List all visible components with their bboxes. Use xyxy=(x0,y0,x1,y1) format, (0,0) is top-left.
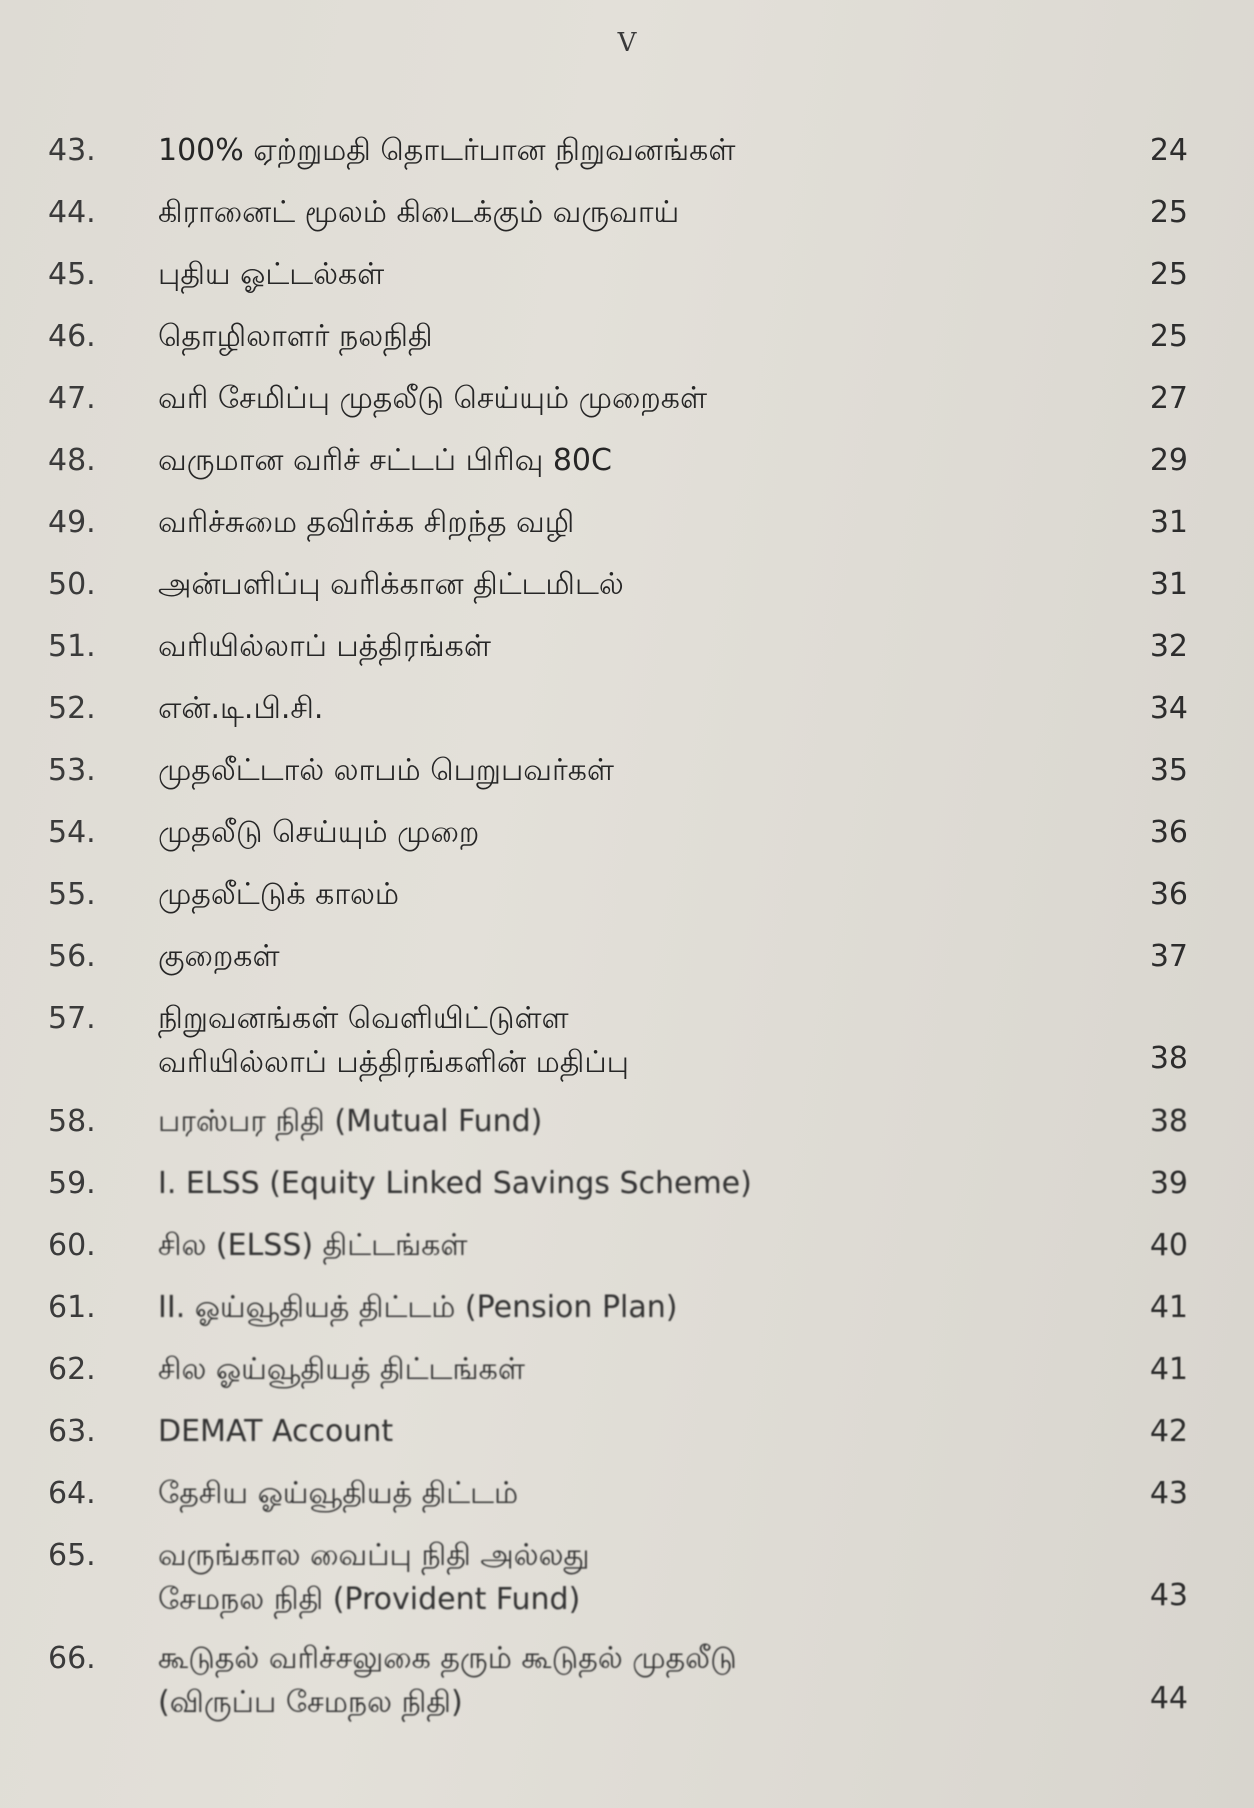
entry-title: II. ஓய்வூதியத் திட்டம் (Pension Plan) xyxy=(158,1290,678,1325)
entry-page-number: 27 xyxy=(1149,381,1188,416)
entry-title: வருமான வரிச் சட்டப் பிரிவு 80C xyxy=(158,443,612,478)
toc-entry-55 xyxy=(0,864,1254,926)
entry-number: 44. xyxy=(48,195,96,230)
entry-number: 60. xyxy=(48,1228,96,1263)
toc-entry-64 xyxy=(0,1463,1254,1525)
toc-entry-45 xyxy=(0,244,1254,306)
toc-entry-66 xyxy=(0,1628,1254,1731)
toc-entry-48 xyxy=(0,430,1254,492)
entry-page-number: 44 xyxy=(1149,1681,1188,1716)
toc-entry-43 xyxy=(0,120,1254,182)
entry-number: 54. xyxy=(48,815,96,850)
entry-number: 63. xyxy=(48,1414,96,1449)
entry-number: 52. xyxy=(48,691,96,726)
entry-page-number: 32 xyxy=(1149,629,1188,664)
entry-title: பரஸ்பர நிதி (Mutual Fund) xyxy=(158,1104,543,1139)
entry-number: 51. xyxy=(48,629,96,664)
entry-page-number: 31 xyxy=(1149,567,1188,602)
entry-number: 56. xyxy=(48,939,96,974)
entry-page-number: 38 xyxy=(1149,1041,1188,1076)
entry-page-number: 35 xyxy=(1149,753,1188,788)
entry-number: 53. xyxy=(48,753,96,788)
entry-number: 61. xyxy=(48,1290,96,1325)
toc-entry-46 xyxy=(0,306,1254,368)
entry-title: வரியில்லாப் பத்திரங்கள் xyxy=(158,629,491,664)
entry-number: 55. xyxy=(48,877,96,912)
entry-title: முதலீட்டால் லாபம் பெறுபவர்கள் xyxy=(158,753,614,788)
entry-page-number: 25 xyxy=(1149,257,1188,292)
entry-page-number: 38 xyxy=(1149,1104,1188,1139)
toc-entry-47 xyxy=(0,368,1254,430)
entry-number: 47. xyxy=(48,381,96,416)
toc-entry-51 xyxy=(0,616,1254,678)
entry-page-number: 43 xyxy=(1149,1578,1188,1613)
entry-number: 57. xyxy=(48,1001,96,1036)
entry-title: முதலீடு செய்யும் முறை xyxy=(158,815,480,850)
toc-entry-54 xyxy=(0,802,1254,864)
entry-number: 65. xyxy=(48,1538,96,1573)
entry-title: DEMAT Account xyxy=(158,1414,394,1449)
entry-page-number: 29 xyxy=(1149,443,1188,478)
entry-number: 45. xyxy=(48,257,96,292)
entry-title: சில (ELSS) திட்டங்கள் xyxy=(158,1228,468,1263)
entry-number: 48. xyxy=(48,443,96,478)
entry-page-number: 41 xyxy=(1149,1352,1188,1387)
entry-page-number: 43 xyxy=(1149,1476,1188,1511)
entry-title: அன்பளிப்பு வரிக்கான திட்டமிடல் xyxy=(158,567,624,602)
entry-title: வருங்கால வைப்பு நிதி அல்லது சேமநல நிதி (Provident Fund) xyxy=(158,1538,590,1617)
entry-number: 50. xyxy=(48,567,96,602)
entry-number: 43. xyxy=(48,133,96,168)
toc-entry-52 xyxy=(0,678,1254,740)
entry-title: சில ஓய்வூதியத் திட்டங்கள் xyxy=(158,1352,525,1387)
toc-entry-65 xyxy=(0,1525,1254,1628)
entry-page-number: 34 xyxy=(1149,691,1188,726)
entry-page-number: 31 xyxy=(1149,505,1188,540)
entry-title: புதிய ஓட்டல்கள் xyxy=(158,257,385,292)
entry-page-number: 42 xyxy=(1149,1414,1188,1449)
entry-page-number: 37 xyxy=(1149,939,1188,974)
entry-number: 46. xyxy=(48,319,96,354)
entry-page-number: 39 xyxy=(1149,1166,1188,1201)
entry-number: 62. xyxy=(48,1352,96,1387)
entry-page-number: 40 xyxy=(1149,1228,1188,1263)
entry-title: நிறுவனங்கள் வெளியிட்டுள்ள வரியில்லாப் பத்திரங்களின் மதிப்பு xyxy=(158,1001,630,1080)
toc-entry-61 xyxy=(0,1277,1254,1339)
entry-title: முதலீட்டுக் காலம் xyxy=(158,877,400,912)
toc-entry-56 xyxy=(0,926,1254,988)
entry-number: 66. xyxy=(48,1641,96,1676)
entry-title: வரி சேமிப்பு முதலீடு செய்யும் முறைகள் xyxy=(158,381,708,416)
toc-entry-53 xyxy=(0,740,1254,802)
entry-title: என்.டி.பி.சி. xyxy=(158,691,324,726)
entry-title: கூடுதல் வரிச்சலுகை தரும் கூடுதல் முதலீடு (விருப்ப சேமநல நிதி) xyxy=(158,1641,737,1720)
entry-title: தொழிலாளர் நலநிதி xyxy=(158,319,433,354)
toc-entry-63 xyxy=(0,1401,1254,1463)
entry-title: தேசிய ஓய்வூதியத் திட்டம் xyxy=(158,1476,519,1511)
entry-title: கிரானைட் மூலம் கிடைக்கும் வருவாய் xyxy=(158,195,680,230)
toc-entry-60 xyxy=(0,1215,1254,1277)
entry-page-number: 24 xyxy=(1149,133,1188,168)
entry-page-number: 25 xyxy=(1149,195,1188,230)
entry-title: வரிச்சுமை தவிர்க்க சிறந்த வழி xyxy=(158,505,575,540)
toc-entry-59 xyxy=(0,1153,1254,1215)
entry-number: 64. xyxy=(48,1476,96,1511)
toc-entry-57 xyxy=(0,988,1254,1091)
entry-title: குறைகள் xyxy=(158,939,280,974)
toc-entry-44 xyxy=(0,182,1254,244)
toc-entry-49 xyxy=(0,492,1254,554)
entry-page-number: 41 xyxy=(1149,1290,1188,1325)
toc-entry-58 xyxy=(0,1091,1254,1153)
toc-entry-50 xyxy=(0,554,1254,616)
table-of-contents xyxy=(0,120,1254,1731)
entry-title: I. ELSS (Equity Linked Savings Scheme) xyxy=(158,1166,752,1201)
entry-page-number: 36 xyxy=(1149,815,1188,850)
entry-number: 58. xyxy=(48,1104,96,1139)
entry-page-number: 36 xyxy=(1149,877,1188,912)
page-header: V xyxy=(617,28,637,58)
entry-title: 100% ஏற்றுமதி தொடர்பான நிறுவனங்கள் xyxy=(158,133,736,168)
entry-number: 49. xyxy=(48,505,96,540)
entry-page-number: 25 xyxy=(1149,319,1188,354)
toc-entry-62 xyxy=(0,1339,1254,1401)
entry-number: 59. xyxy=(48,1166,96,1201)
